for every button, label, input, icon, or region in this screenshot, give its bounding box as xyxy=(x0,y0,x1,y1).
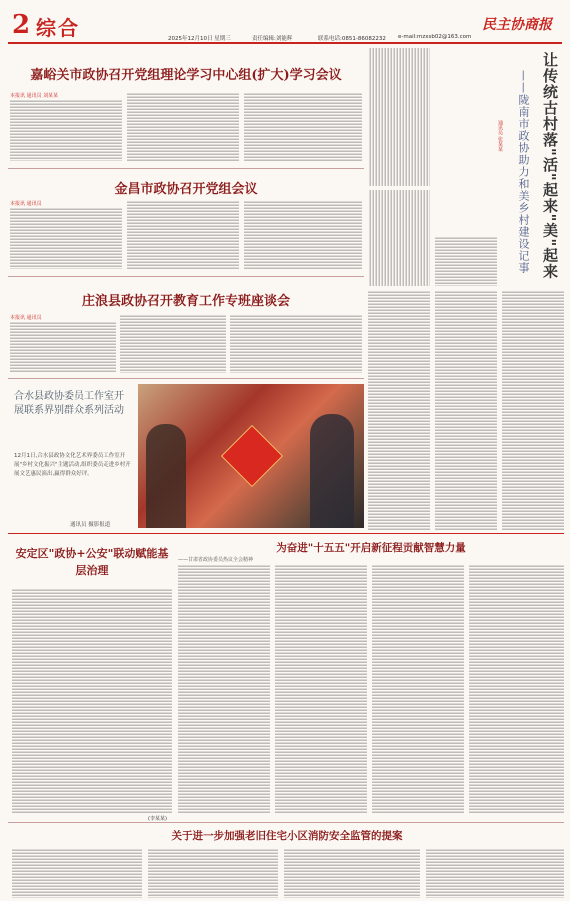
article-2-byline: 本报讯 通讯员 xyxy=(10,201,42,207)
article-3-title: 庄浪县政协召开教育工作专班座谈会 xyxy=(81,294,290,309)
article-1-body xyxy=(127,92,239,161)
article-2-body xyxy=(244,200,362,269)
divider xyxy=(8,533,564,534)
article-2-body xyxy=(10,207,122,269)
side-body xyxy=(368,290,430,530)
masthead-rule xyxy=(8,42,562,44)
side-body xyxy=(435,290,497,530)
side-body xyxy=(368,190,430,286)
article-7-body xyxy=(426,848,564,898)
news-photo xyxy=(138,384,364,528)
divider xyxy=(8,822,564,823)
side-body xyxy=(502,290,564,530)
article-1-title: 嘉峪关市政协召开党组理论学习中心组(扩大)学习会议 xyxy=(30,68,342,83)
article-2-body xyxy=(127,200,239,269)
section-name: 综合 xyxy=(36,16,80,40)
article-7-title: 关于进一步加强老旧住宅小区消防安全监管的提案 xyxy=(171,830,403,842)
email-line: e-mail:mzxsb02@163.com xyxy=(398,34,472,40)
article-3-body xyxy=(230,314,362,373)
side-body xyxy=(435,236,497,286)
editor-line: 责任编辑:刘能辉 xyxy=(252,36,293,42)
article-4-caption: 12月1日,合水县政协文化艺术界委员工作室开展"乡村文化振兴"主题活动,组织委员走进乡村开展文艺惠民演出,赢得群众好评。 xyxy=(14,453,131,477)
date-line: 2025年12月10日 星期三 xyxy=(168,36,231,42)
divider xyxy=(8,168,364,169)
article-3-byline: 本报讯 通讯员 xyxy=(10,315,42,321)
side-subtitle: ——陇南市政协助力和美乡村建设记事 xyxy=(517,70,530,274)
article-4-photographer: 通讯员 摄影报道 xyxy=(70,522,111,528)
side-body xyxy=(368,48,430,186)
page-number: 2 xyxy=(12,10,31,40)
article-5-title: 安定区"政协+公安"联动赋能基层治理 xyxy=(15,547,169,577)
masthead xyxy=(0,0,570,42)
article-2-title: 金昌市政协召开党组会议 xyxy=(114,182,258,197)
article-1-byline: 本报讯 通讯员 刘某某 xyxy=(10,93,59,99)
article-6-title: 为奋进"十五五"开启新征程贡献智慧力量 xyxy=(276,542,466,554)
article-6-subtitle: ——甘肃省政协委员热议全会精神 xyxy=(178,557,254,563)
article-3-body xyxy=(120,314,226,373)
article-1-body xyxy=(10,99,122,161)
article-6-body xyxy=(372,564,464,814)
article-6-body xyxy=(275,564,367,814)
divider xyxy=(8,378,364,379)
paper-logo: 民主协商报 xyxy=(482,17,552,33)
article-6-body xyxy=(469,564,564,814)
article-5-signature: (李某某) xyxy=(148,816,167,822)
side-title: 让传统古村落"活"起来"美"起来 xyxy=(541,52,559,280)
article-5-body xyxy=(12,588,172,814)
person-silhouette xyxy=(310,414,354,528)
fu-character-icon xyxy=(221,425,283,487)
article-7-body xyxy=(12,848,142,898)
phone-line: 联系电话:0851-86082232 xyxy=(318,36,386,42)
article-3-body xyxy=(10,321,116,373)
article-1-body xyxy=(244,92,362,161)
article-7-body xyxy=(148,848,278,898)
article-4-title: 合水县政协委员工作室开展联系界别群众系列活动 xyxy=(14,391,124,416)
divider xyxy=(8,276,364,277)
side-byline: 通讯员 张某某 xyxy=(497,120,503,152)
article-7-body xyxy=(284,848,420,898)
person-silhouette xyxy=(146,424,186,528)
article-6-body xyxy=(178,564,270,814)
